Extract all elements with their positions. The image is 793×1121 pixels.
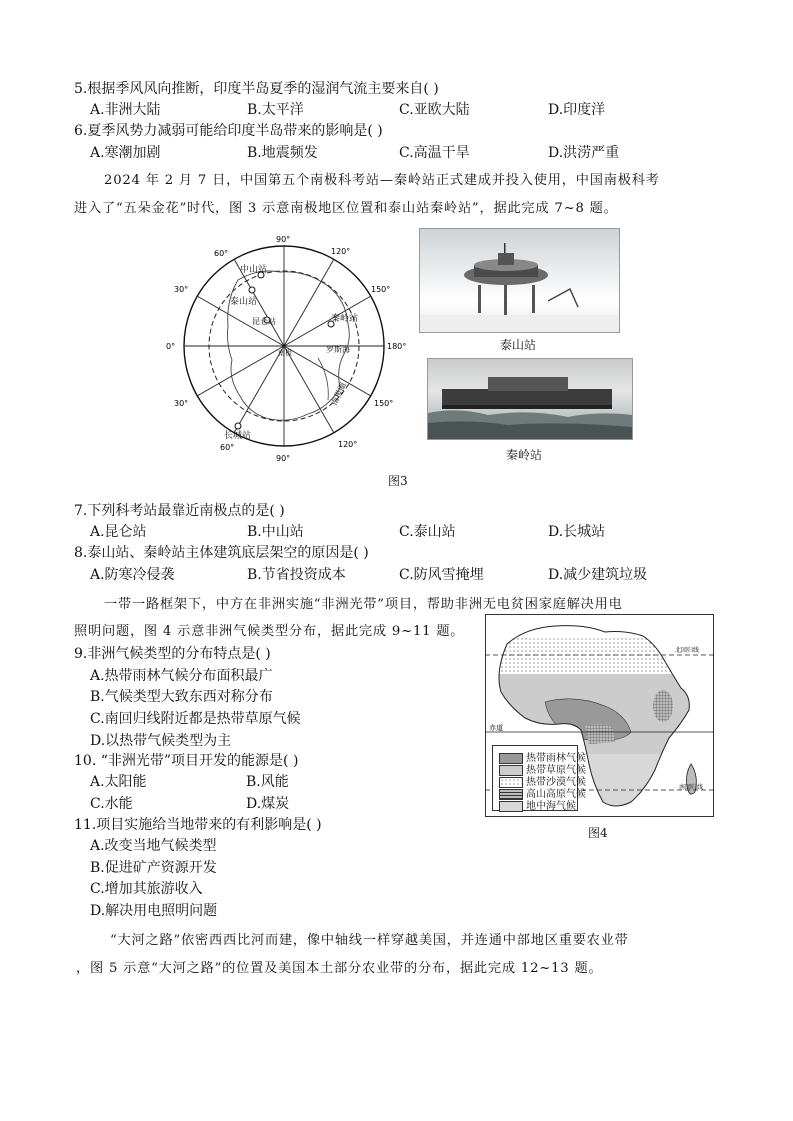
intro-9-11-line1: 一带一路框架下，中方在非洲实施“非洲光带”项目，帮助非洲无电贫困家庭解决用电 xyxy=(104,597,623,612)
q7-option-d: D.长城站 xyxy=(548,524,606,540)
intro-7-8-line1: 2024 年 2 月 7 日，中国第五个南极科考站—秦岭站正式建成并投入使用，中国南极科考 xyxy=(104,173,660,188)
intro-12-13-line2: ，图 5 示意“大河之路”的位置及美国本土部分农业带的分布，据此完成 12~13 题。 xyxy=(76,961,603,976)
deg-30-top: 30° xyxy=(174,285,189,294)
legend-label-highland: 高山高原气候 xyxy=(526,789,586,800)
station-taishan: 泰山站 xyxy=(230,297,258,307)
q5-stem: 5.根据季风风向推断，印度半岛夏季的湿润气流主要来自( ) xyxy=(74,81,439,97)
q6-option-c: C.高温干旱 xyxy=(399,145,470,161)
intro-9-11-line2: 照明问题，图 4 示意非洲气候类型分布，据此完成 9~11 题。 xyxy=(74,624,465,639)
q10-option-b: B.风能 xyxy=(246,774,289,790)
deg-90-bottom: 90° xyxy=(276,454,291,463)
taishan-station-photo xyxy=(419,228,620,333)
station-changcheng: 长城站 xyxy=(224,431,252,441)
station-zhongshan: 中山站 xyxy=(240,265,268,275)
intro-7-8-line2: 进入了“五朵金花”时代，图 3 示意南极地区位置和泰山站秦岭站”，据此完成 7~8 题。 xyxy=(74,201,618,216)
q11-option-d: D.解决用电照明问题 xyxy=(90,903,218,919)
label-antarctic-circle: 南极圈 xyxy=(329,381,348,407)
fig3-caption: 图3 xyxy=(388,474,408,488)
deg-60-bottom: 60° xyxy=(220,443,235,452)
station-kunlun: 昆仑站 xyxy=(252,317,276,326)
legend-label-mediterranean: 地中海气候 xyxy=(526,801,576,812)
q7-stem: 7.下列科考站最靠近南极点的是( ) xyxy=(74,503,285,519)
q10-option-a: A.太阳能 xyxy=(90,774,147,790)
deg-90-top: 90° xyxy=(276,235,291,244)
q6-option-a: A.寒潮加剧 xyxy=(90,145,161,161)
q8-stem: 8.泰山站、秦岭站主体建筑底层架空的原因是( ) xyxy=(74,545,369,561)
q9-option-d: D.以热带气候类型为主 xyxy=(90,733,232,749)
q11-option-b: B.促进矿产资源开发 xyxy=(90,860,217,876)
q9-option-b: B.气候类型大致东西对称分布 xyxy=(90,689,273,705)
q11-option-a: A.改变当地气候类型 xyxy=(90,838,217,854)
q6-stem: 6.夏季风势力减弱可能给印度半岛带来的影响是( ) xyxy=(74,123,383,139)
station-qinling: 秦岭站 xyxy=(331,314,359,324)
q11-stem: 11.项目实施给当地带来的有利影响是( ) xyxy=(74,817,322,833)
q5-option-a: A.非洲大陆 xyxy=(90,102,161,118)
q6-option-d: D.洪涝严重 xyxy=(548,145,620,161)
q10-stem: 10. “非洲光带”项目开发的能源是( ) xyxy=(74,753,299,769)
antarctica-polar-map xyxy=(168,228,408,464)
legend-label-desert: 热带沙漠气候 xyxy=(526,777,586,788)
deg-0: 0° xyxy=(166,342,176,351)
q9-option-a: A.热带雨林气候分布面积最广 xyxy=(90,668,273,684)
deg-150-top: 150° xyxy=(371,285,391,294)
deg-120-bottom: 120° xyxy=(338,440,358,449)
q8-option-d: D.减少建筑垃圾 xyxy=(548,567,648,583)
q8-option-a: A.防寒冷侵袭 xyxy=(90,567,175,583)
lat-equator: 赤道 xyxy=(489,724,503,732)
q8-option-b: B.节省投资成本 xyxy=(247,567,346,583)
legend-row-mediterranean xyxy=(499,797,576,812)
q7-option-a: A.昆仑站 xyxy=(90,524,147,540)
legend-label-savanna: 热带草原气候 xyxy=(526,765,586,776)
qinling-caption: 秦岭站 xyxy=(506,448,543,462)
q7-option-b: B.中山站 xyxy=(247,524,304,540)
legend-swatch-mediterranean xyxy=(499,801,523,812)
label-south-pole: 南极 xyxy=(278,349,292,357)
q7-option-c: C.泰山站 xyxy=(399,524,456,540)
deg-60-top: 60° xyxy=(214,249,229,258)
q8-option-c: C.防风雪掩埋 xyxy=(399,567,484,583)
deg-30-bottom: 30° xyxy=(174,399,189,408)
q9-stem: 9.非洲气候类型的分布特点是( ) xyxy=(74,646,271,662)
taishan-caption: 泰山站 xyxy=(500,338,537,352)
q10-option-c: C.水能 xyxy=(90,796,133,812)
q5-option-d: D.印度洋 xyxy=(548,102,606,118)
label-ross-sea: 罗斯海 xyxy=(326,345,350,354)
q6-option-b: B.地震频发 xyxy=(247,145,318,161)
q5-option-c: C.亚欧大陆 xyxy=(399,102,470,118)
deg-120-top: 120° xyxy=(331,247,351,256)
q11-option-c: C.增加其旅游收入 xyxy=(90,881,203,897)
legend-label-rainforest: 热带雨林气候 xyxy=(526,753,586,764)
q9-option-c: C.南回归线附近都是热带草原气候 xyxy=(90,711,301,727)
lat-tropic-capricorn: 南回归线 xyxy=(679,784,704,791)
fig4-caption: 图4 xyxy=(588,826,608,840)
q5-option-b: B.太平洋 xyxy=(247,102,304,118)
deg-180: 180° xyxy=(387,342,407,351)
qinling-station-photo xyxy=(427,358,633,440)
deg-150-bottom: 150° xyxy=(374,399,394,408)
q10-option-d: D.煤炭 xyxy=(246,796,290,812)
climate-legend xyxy=(492,745,586,812)
lat-tropic-cancer: 北回归线 xyxy=(675,647,700,654)
intro-12-13-line1: “大河之路”依密西西比河而建，像中轴线一样穿越美国，并连通中部地区重要农业带 xyxy=(110,933,629,948)
